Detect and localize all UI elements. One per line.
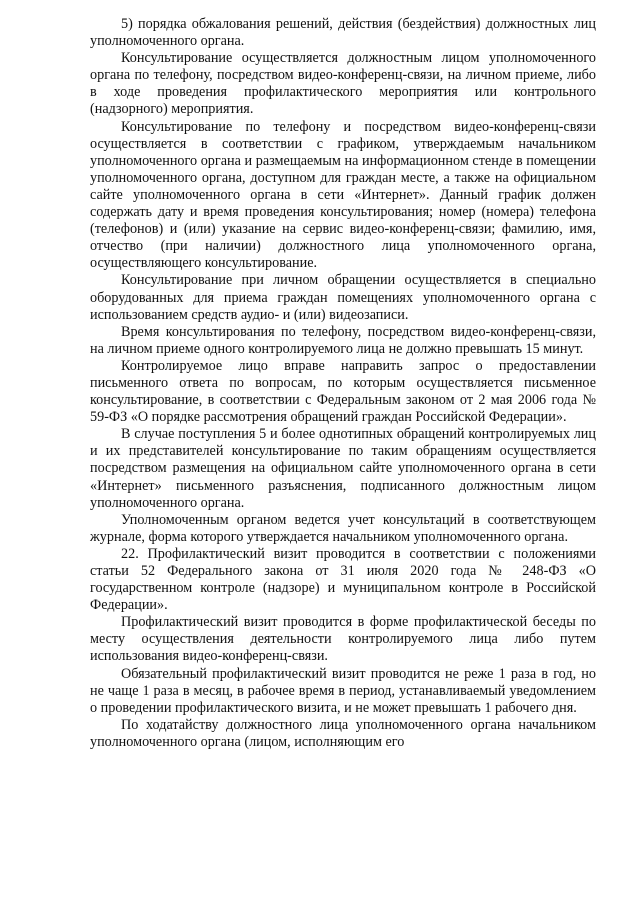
paragraph-similar-requests: В случае поступления 5 и более однотипных обращений контролируемых лиц и их представителей консультирование по таким обращениям осуществляется посредством размещения на официальном сайте уполномоченного органа в сети «Интернет» письменного разъяснения, подписанного должностным лицом уполномоченного органа.	[90, 426, 596, 511]
paragraph-petition: По ходатайству должностного лица уполномоченного органа начальником уполномоченного органа (лицом, исполняющим его	[90, 716, 596, 750]
paragraph-consulting-journal: Уполномоченным органом ведется учет консультаций в соответствующем журнале, форма которого утверждается начальником уполномоченного органа.	[90, 511, 596, 545]
document-page	[90, 16, 596, 751]
paragraph-consulting-schedule: Консультирование по телефону и посредством видео-конференц-связи осуществляется в соответствии с графиком, утверждаемым начальником уполномоченного органа и размещаемым на информационном стенде в помещении уполномоченного органа, доступном для граждан месте, а также на официальном сайте уполномоченного органа в сети «Интернет». Данный график должен содержать дату и время проведения консультирования; номер (номера) телефона (телефонов) и (или) указание на сервис видео-конференц-связи; фамилию, имя, отчество (при наличии) должностного лица уполномоченного органа, осуществляющего консультирование.	[90, 118, 596, 272]
paragraph-consulting-duration: Время консультирования по телефону, посредством видео-конференц-связи, на личном приеме одного контролируемого лица не должно превышать 15 минут.	[90, 323, 596, 357]
paragraph-personal-consulting: Консультирование при личном обращении осуществляется в специально оборудованных для приема граждан помещениях уполномоченного органа с использованием средств аудио- и (или) видеозаписи.	[90, 272, 596, 323]
paragraph-consulting-methods: Консультирование осуществляется должностным лицом уполномоченного органа по телефону, посредством видео-конференц-связи, на личном приеме, либо в ходе проведения профилактического мероприятия или контрольного (надзорного) мероприятия.	[90, 50, 596, 118]
paragraph-written-request: Контролируемое лицо вправе направить запрос о предоставлении письменного ответа по вопросам, по которым осуществляется письменное консультирование, в соответствии с Федеральным законом от 2 мая 2006 года № 59-ФЗ «О порядке рассмотрения обращений граждан Российской Федерации».	[90, 357, 596, 426]
paragraph-mandatory-visit: Обязательный профилактический визит проводится не реже 1 раза в год, но не чаще 1 раза в месяц, в рабочее время в период, устанавливаемый уведомлением о проведении профилактического визита, и не может превышать 1 рабочего дня.	[90, 665, 596, 716]
paragraph-preventive-visit: 22. Профилактический визит проводится в соответствии с положениями статьи 52 Федерального закона от 31 июля 2020 года № 248-ФЗ «О государственном контроле (надзоре) и муниципальном контроле в Российской Федерации».	[90, 545, 596, 614]
paragraph-visit-form: Профилактический визит проводится в форме профилактической беседы по месту осуществления деятельности контролируемого лица либо путем использования видео-конференц-связи.	[90, 614, 596, 665]
paragraph-appeal-procedure: 5) порядка обжалования решений, действия (бездействия) должностных лиц уполномоченного органа.	[90, 16, 596, 50]
